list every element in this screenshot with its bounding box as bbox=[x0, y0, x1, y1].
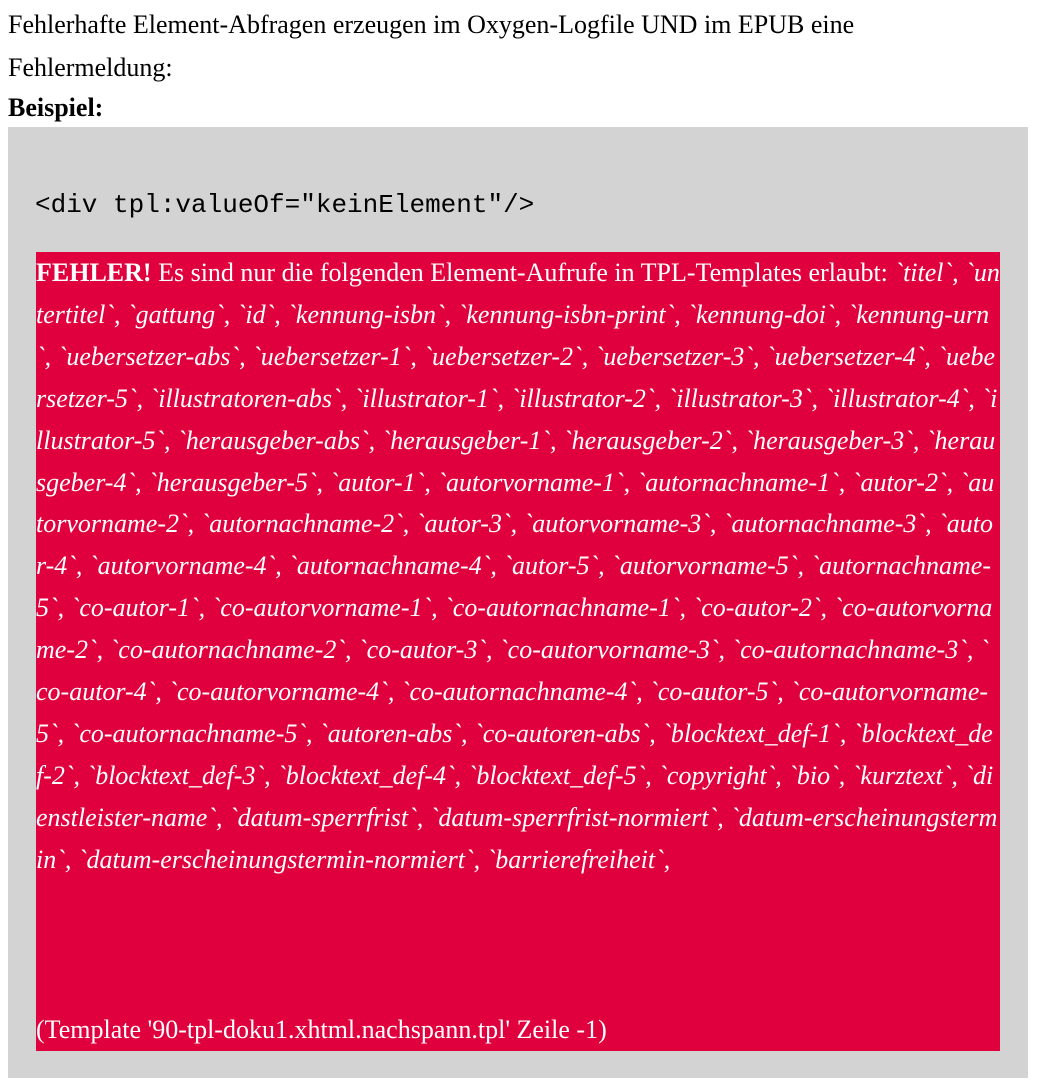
intro-paragraph: Fehlerhafte Element-Abfragen erzeugen im Oxygen-Logfile UND im EPUB eine Fehlermeldung: bbox=[8, 10, 855, 82]
error-label: FEHLER! bbox=[36, 258, 152, 287]
template-info: (Template '90-tpl-doku1.xhtml.nachspann.tpl' Zeile -1) bbox=[36, 1015, 607, 1044]
allowed-elements-list: `titel`, `untertitel`, `gattung`, `id`, `kennung-isbn`, `kennung-isbn-print`, `kennung-doi`, `kennung-urn`, `uebersetzer-abs`, `uebersetzer-1`, `uebersetzer-2`, `uebersetzer-3`, `uebersetzer-4`, `uebersetzer-5`, `illustratoren-abs`, `illustrator-1`, `illustrator-2`, `illustrator-3`, `illustrator-4`, `illustrator-5`, `herausgeber-abs`, `herausgeber-1`, `herausgeber-2`, `herausgeber-3`, `herausgeber-4`, `herausgeber-5`, `autor-1`, `autorvorname-1`, `autornachname-1`, `autor-2`, `autorvorname-2`, `autornachname-2`, `autor-3`, `autorvorname-3`, `autornachname-3`, `autor-4`, `autorvorname-4`, `autornachname-4`, `autor-5`, `autorvorname-5`, `autornachname-5`, `co-autor-1`, `co-autorvorname-1`, `co-autornachname-1`, `co-autor-2`, `co-autorvorname-2`, `co-autornachname-2`, `co-autor-3`, `co-autorvorname-3`, `co-autornachname-3`, `co-autor-4`, `co-autorvorname-4`, `co-autornachname-4`, `co-autor-5`, `co-autorvorname-5`, `co-autornachname-5`, `autoren-abs`, `co-autoren-abs`, `blocktext_def-1`, `blocktext_def-2`, `blocktext_def-3`, `blocktext_def-4`, `blocktext_def-5`, `copyright`, `bio`, `kurztext`, `dienstleister-name`, `datum-sperrfrist`, `datum-sperrfrist-normiert`, `datum-erscheinungstermin`, `datum-erscheinungstermin-normiert`, `barrierefreiheit`, bbox=[36, 258, 1000, 874]
error-description: Es sind nur die folgenden Element-Aufrufe in TPL-Templates erlaubt: bbox=[158, 258, 888, 287]
error-message bbox=[36, 252, 1000, 881]
code-snippet: <div tpl:valueOf="keinElement"/> bbox=[35, 190, 535, 220]
error-message-box bbox=[36, 252, 1000, 1051]
example-heading: Beispiel: bbox=[8, 93, 104, 122]
